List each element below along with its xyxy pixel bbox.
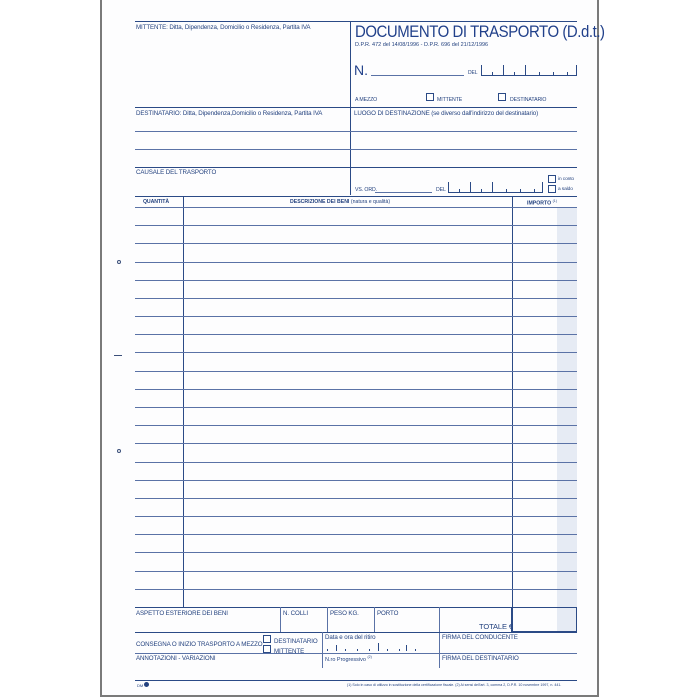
number-label: N. <box>354 62 368 78</box>
table-row[interactable] <box>135 498 577 499</box>
recipient-signature-label: FIRMA DEL DESTINATARIO <box>442 655 519 662</box>
table-row[interactable] <box>135 207 577 208</box>
number-field[interactable] <box>371 75 464 76</box>
table-row[interactable] <box>135 243 577 244</box>
delivery-label: CONSEGNA O INIZIO TRASPORTO A MEZZO <box>136 641 263 648</box>
center-mark <box>114 355 122 356</box>
total-field[interactable] <box>511 607 577 632</box>
transport-destinatario-label: DESTINATARIO <box>510 97 547 103</box>
progressive-number <box>325 655 372 663</box>
importo-shaded-column <box>557 208 577 632</box>
brand-logo-icon <box>144 682 149 687</box>
transport-mittente-checkbox[interactable] <box>426 93 434 101</box>
reason-field[interactable] <box>136 177 348 194</box>
table-row[interactable] <box>135 480 577 481</box>
notes-label: ANNOTAZIONI - VARIAZIONI <box>136 655 216 662</box>
header-descrizione <box>290 199 390 205</box>
header-importo-main: IMPORTO <box>527 200 552 207</box>
driver-signature-field[interactable] <box>441 641 576 652</box>
delivery-mittente-label: MITTENTE <box>274 648 305 655</box>
table-row[interactable] <box>135 462 577 463</box>
weight-label: PESO KG. <box>330 610 359 617</box>
divider-peso <box>327 607 328 632</box>
rule-address-2 <box>135 149 577 150</box>
pickup-datetime-field[interactable] <box>327 642 427 651</box>
punch-hole-bottom <box>117 449 121 453</box>
rule-delivery <box>135 632 577 633</box>
punch-hole-top <box>117 260 121 264</box>
divider-porto <box>374 607 375 632</box>
sender-label: MITTENTE: Ditta, Dipendenza, Domicilio o Residenza, Partita IVA <box>136 24 311 31</box>
header-importo <box>527 199 557 207</box>
transport-destinatario-checkbox[interactable] <box>498 93 506 101</box>
rule-recipient <box>135 107 577 108</box>
footnote: (1) Solo in caso di utilizzo in sostituzione della certificazione fiscale. (2) Ai sensi dell'art. 3, comma 2, D.P.R. 10 novembre 1997, n. 441. <box>347 683 562 687</box>
delivery-mittente-checkbox[interactable] <box>263 645 271 653</box>
table-row[interactable] <box>135 443 577 444</box>
table-row[interactable] <box>135 516 577 517</box>
table-row[interactable] <box>135 316 577 317</box>
table-row[interactable] <box>135 334 577 335</box>
table-row[interactable] <box>135 534 577 535</box>
divider-colli <box>280 607 281 632</box>
rule-notes <box>135 653 577 654</box>
bottom-rule <box>135 680 577 681</box>
table-row[interactable] <box>135 262 577 263</box>
date-field[interactable] <box>481 65 577 76</box>
order-number-field[interactable] <box>375 192 432 193</box>
reason-label: CAUSALE DEL TRASPORTO <box>136 169 217 176</box>
packages-label: N. COLLI <box>283 610 308 617</box>
recipient-signature-field[interactable] <box>441 662 576 668</box>
appearance-label: ASPETTO ESTERIORE DEI BENI <box>136 610 228 617</box>
total-label: TOTALE € <box>479 622 513 631</box>
document-title: DOCUMENTO DI TRASPORTO (D.d.t.) <box>355 22 605 41</box>
table-row[interactable] <box>135 571 577 572</box>
order-date-field[interactable] <box>448 182 543 193</box>
rule-reason <box>135 167 577 168</box>
order-date-label: DEL <box>436 187 446 193</box>
divider-pickup <box>322 632 323 668</box>
recipient-label: DESTINATARIO: Ditta, Dipendenza,Domicilio o Residenza, Partita IVA <box>136 110 323 117</box>
transport-by-label: A MEZZO <box>355 97 378 103</box>
table-row[interactable] <box>135 225 577 226</box>
document-subtitle: D.P.R. 472 del 14/08/1996 - D.P.R. 696 del 21/12/1996 <box>355 42 489 48</box>
destination-field[interactable] <box>352 118 576 165</box>
driver-signature-label: FIRMA DEL CONDUCENTE <box>442 634 518 641</box>
divider-signatures <box>439 607 440 668</box>
table-row[interactable] <box>135 371 577 372</box>
a-saldo-checkbox[interactable] <box>548 185 556 193</box>
table-row[interactable] <box>135 552 577 553</box>
a-saldo-label: a saldo <box>558 187 573 192</box>
port-label: PORTO <box>377 610 399 617</box>
pickup-datetime-label: Data e ora del ritiro <box>325 634 376 641</box>
delivery-destinatario-label: DESTINATARIO <box>274 638 318 645</box>
header-descrizione-sub: (natura e qualità) <box>350 199 391 205</box>
table-row[interactable] <box>135 425 577 426</box>
table-row[interactable] <box>135 389 577 390</box>
transport-mittente-label: MITTENTE <box>437 97 463 103</box>
date-label: DEL <box>468 70 478 76</box>
order-label: VS. ORD. <box>355 187 377 193</box>
in-conto-label: in conto <box>558 177 575 182</box>
table-row[interactable] <box>135 407 577 408</box>
table-row[interactable] <box>135 280 577 281</box>
table-row[interactable] <box>135 589 577 590</box>
col-divider-quantita <box>183 196 184 607</box>
header-descrizione-main: DESCRIZIONE DEI BENI <box>290 199 350 205</box>
progressive-label: N.ro Progressivo <box>325 656 366 663</box>
recipient-field[interactable] <box>136 118 348 165</box>
table-top-rule <box>135 196 577 197</box>
brand-logo-text: DM <box>137 683 144 688</box>
delivery-destinatario-checkbox[interactable] <box>263 635 271 643</box>
progressive-note: (2) <box>367 655 372 659</box>
in-conto-checkbox[interactable] <box>548 175 556 183</box>
header-importo-note: (1) <box>552 199 557 203</box>
destination-label: LUOGO DI DESTINAZIONE (se diverso dall'indirizzo del destinatario) <box>354 110 539 117</box>
rule-address-1 <box>135 131 577 132</box>
header-quantita: QUANTITÀ <box>143 199 169 205</box>
table-row[interactable] <box>135 298 577 299</box>
sender-field[interactable] <box>136 32 348 106</box>
header-divider <box>350 21 351 195</box>
table-row[interactable] <box>135 352 577 353</box>
